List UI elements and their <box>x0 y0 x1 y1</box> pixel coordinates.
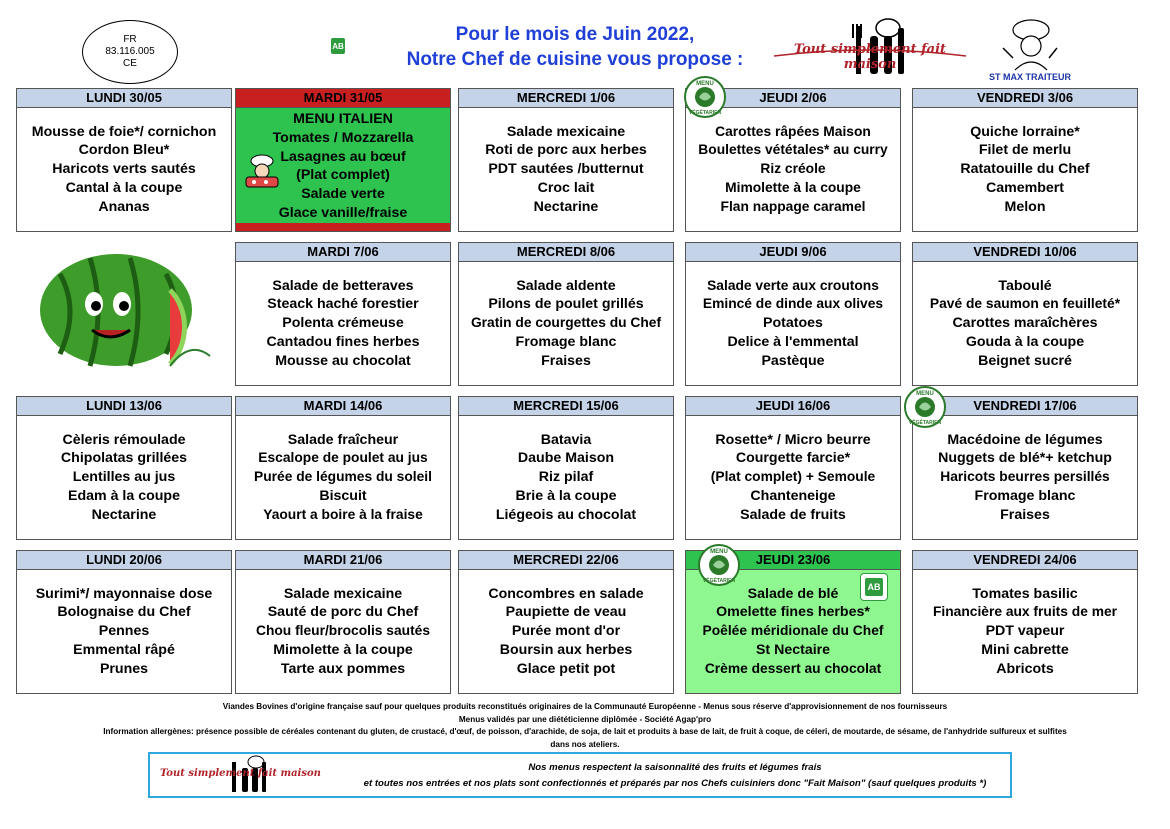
menu-day-cell <box>235 242 451 386</box>
day-header: MARDI 7/06 <box>236 243 450 262</box>
menu-day-cell <box>912 242 1138 386</box>
menu-line: Chanteneige <box>750 487 836 504</box>
menu-line: Abricots <box>996 660 1054 677</box>
menu-line: Daube Maison <box>517 450 615 467</box>
day-header: JEUDI 9/06 <box>686 243 900 262</box>
svg-text:VÉGÉTARIEN: VÉGÉTARIEN <box>702 578 736 584</box>
menu-line: Salade aldente <box>516 277 616 294</box>
menu-day-cell <box>16 396 232 540</box>
menu-day-cell <box>16 88 232 232</box>
menu-line: Fromage blanc <box>515 333 617 350</box>
menu-line: Cèleris rémoulade <box>62 431 186 448</box>
menu-line: Pilons de poulet grillés <box>488 296 644 313</box>
menu-line: PDT sautées /butternut <box>488 161 644 178</box>
menu-line: Tomates / Mozzarella <box>272 129 414 146</box>
day-header: MERCREDI 8/06 <box>459 243 673 262</box>
watermelon-icon <box>20 244 220 384</box>
menu-line: Melon <box>1004 198 1046 215</box>
menu-line: Yaourt a boire à la fraise <box>263 506 423 522</box>
day-header: LUNDI 13/06 <box>17 397 231 416</box>
day-header: VENDREDI 10/06 <box>913 243 1137 262</box>
pizza-chef-icon <box>242 153 282 189</box>
menu-line: Glace petit pot <box>516 660 616 677</box>
menu-line: Salade mexicaine <box>506 123 626 140</box>
menu-line: Roti de porc aux herbes <box>485 142 647 159</box>
menu-line: Lasagnes au bœuf <box>280 148 406 165</box>
menu-line: Rosette* / Micro beurre <box>715 431 871 448</box>
svg-text:VÉGÉTARIEN: VÉGÉTARIEN <box>908 420 942 426</box>
menu-day-cell <box>235 550 451 694</box>
menu-day-cell <box>685 396 901 540</box>
svg-text:VÉGÉTARIEN: VÉGÉTARIEN <box>688 110 722 116</box>
menu-line: Emincé de dinde aux olives <box>702 296 884 312</box>
menu-line: Camembert <box>985 179 1065 196</box>
menu-day-cell <box>458 88 674 232</box>
menu-line: Financière aux fruits de mer <box>932 604 1118 620</box>
menu-line: Sauté de porc du Chef <box>267 604 419 621</box>
menu-line: PDT vapeur <box>985 623 1065 640</box>
ab-organic-icon: AB <box>331 38 345 54</box>
menu-line: Quiche lorraine* <box>970 123 1080 140</box>
menu-line: Salade mexicaine <box>283 585 403 602</box>
menu-line: (Plat complet) <box>296 167 390 184</box>
menu-line: Fraises <box>1000 506 1050 523</box>
menu-line: Escalope de poulet au jus <box>258 450 428 466</box>
menu-line: (Plat complet) + Semoule <box>710 469 876 485</box>
day-header: MARDI 21/06 <box>236 551 450 570</box>
menu-line: Cordon Bleu* <box>78 142 170 159</box>
day-header: MERCREDI 15/06 <box>459 397 673 416</box>
menu-line: Salade de blé <box>747 585 839 602</box>
vegetarian-menu-badge <box>684 76 726 118</box>
day-header: JEUDI 23/06 <box>686 551 900 570</box>
day-header: JEUDI 2/06 <box>686 89 900 108</box>
menu-line: Surimi*/ mayonnaise dose <box>35 585 213 602</box>
day-header: MERCREDI 1/06 <box>459 89 673 108</box>
menu-line: Tomates basilic <box>972 585 1078 602</box>
menu-line: Omelette fines herbes* <box>716 604 870 621</box>
menu-line: Croc lait <box>537 179 595 196</box>
menu-line: Edam à la coupe <box>68 487 180 504</box>
menu-line: Liégeois au chocolat <box>495 506 637 523</box>
menu-line: Paupiette de veau <box>505 604 627 621</box>
vegetarian-menu-badge <box>698 544 740 586</box>
menu-line: Carottes maraîchères <box>952 315 1098 332</box>
menu-line: Steack haché forestier <box>267 296 419 313</box>
day-header: JEUDI 16/06 <box>686 397 900 416</box>
svg-text:MENU: MENU <box>916 391 934 397</box>
certification-stamp: FR 83.116.005 CE <box>82 20 178 84</box>
menu-line: Lentilles au jus <box>72 469 176 486</box>
chef-mascot-icon <box>985 18 1075 72</box>
menu-line: Flan nappage caramel <box>720 198 866 214</box>
menu-line: Biscuit <box>319 487 367 504</box>
menu-line: Glace vanille/fraise <box>278 204 408 221</box>
menu-line: Riz créole <box>760 161 826 177</box>
menu-line: Bolognaise du Chef <box>57 604 191 621</box>
menu-line: Courgette farcie* <box>735 450 851 467</box>
menu-day-cell <box>912 550 1138 694</box>
menu-line: Mimolette à la coupe <box>725 179 861 195</box>
menu-line: Salade verte aux croutons <box>707 277 879 293</box>
day-header: MARDI 14/06 <box>236 397 450 416</box>
menu-day-cell <box>16 550 232 694</box>
menu-day-cell <box>458 550 674 694</box>
menu-line: Fraises <box>541 352 591 369</box>
menu-line: Concombres en salade <box>488 585 644 602</box>
svg-text:MENU: MENU <box>710 549 728 555</box>
menu-line: Nectarine <box>91 506 157 523</box>
menu-line: Filet de merlu <box>978 142 1072 159</box>
vegetarian-leaf-icon <box>698 544 740 586</box>
menu-day-cell <box>458 396 674 540</box>
menu-line: Crème dessert au chocolat <box>704 660 882 676</box>
menu-line: Salade de fruits <box>740 506 846 523</box>
menu-day-cell-italian <box>235 88 451 232</box>
menu-day-cell <box>458 242 674 386</box>
menu-line: Boulettes vététales* au curry <box>698 142 888 158</box>
menu-line: Pennes <box>98 623 150 640</box>
menu-line: Purée de légumes du soleil <box>254 469 432 485</box>
menu-line: Chipolatas grillées <box>60 450 188 467</box>
menu-line: Beignet sucré <box>978 352 1072 369</box>
fait-maison-notice: Tout simplement fait maison Nos menus respectent la saisonnalité des fruits et légumes frais et toutes nos entrées et nos plats sont confectionnés et préparés par nos Chefs cuisiniers donc "Fait Maison" (sauf quelques produits *) <box>148 752 1012 798</box>
footnote-allergens: Information allergènes: présence possible de céréales contenant du gluten, de crustacé, d'œuf, de poisson, d'arachide, de soja, de lait et produits à base de lait, de fruit à coque, de céleri, de moutarde, de sésame, de l'anhydride sulfureux et sulfites <box>103 727 1067 736</box>
menu-line: Mousse au chocolat <box>275 352 411 369</box>
day-header: VENDREDI 3/06 <box>913 89 1137 108</box>
menu-line: Pavé de saumon en feuilleté* <box>929 296 1121 312</box>
vegetarian-leaf-icon <box>684 76 726 118</box>
menu-line: Salade fraîcheur <box>287 431 399 448</box>
menu-line: Cantadou fines herbes <box>266 333 420 350</box>
menu-line: Delice à l'emmental <box>727 333 859 350</box>
menu-line: Potatoes <box>763 315 823 332</box>
day-header: LUNDI 20/06 <box>17 551 231 570</box>
menu-line: Poêlée méridionale du Chef <box>702 623 884 639</box>
day-header: LUNDI 30/05 <box>17 89 231 108</box>
menu-line: Emmental râpé <box>73 641 175 658</box>
menu-line: Mimolette à la coupe <box>273 641 413 658</box>
traiteur-logo: ST MAX TRAITEUR <box>985 18 1075 82</box>
vegetarian-menu-badge <box>904 386 946 428</box>
menu-line: Taboulé <box>998 277 1052 294</box>
day-header: VENDREDI 17/06 <box>913 397 1137 416</box>
menu-line: Haricots beurres persillés <box>940 469 1110 485</box>
ab-organic-badge: AB <box>860 573 888 601</box>
menu-line: Brie à la coupe <box>515 487 617 504</box>
menu-line: St Nectaire <box>755 641 831 658</box>
menu-line: Gouda à la coupe <box>965 333 1085 350</box>
footnote-dietitian: Menus validés par une diététicienne diplômée - Société Agap'pro <box>458 715 712 724</box>
footnote-allergens-end: dans nos ateliers. <box>550 740 620 749</box>
menu-line: Ratatouille du Chef <box>960 161 1090 178</box>
page-title: Pour le mois de Juin 2022, Notre Chef de cuisine vous propose : <box>406 24 744 70</box>
menu-line: Salade de betteraves <box>272 277 414 294</box>
vegetarian-leaf-icon <box>904 386 946 428</box>
menu-line: Nuggets de blé*+ ketchup <box>938 450 1112 467</box>
menu-line: Mousse de foie*/ cornichon <box>31 123 217 140</box>
day-header: MARDI 31/05 <box>236 89 450 108</box>
menu-line: Ananas <box>98 198 150 215</box>
menu-line: Pastèque <box>761 352 825 369</box>
footnote-origin: Viandes Bovines d'origine française sauf pour quelques produits reconstitués originaires de la Communauté Européenne - Menus sous réserve d'approvisionnement de nos fournisseurs <box>222 702 948 711</box>
menu-line: Cantal à la coupe <box>65 179 183 196</box>
menu-line: Chou fleur/brocolis sautés <box>255 623 431 639</box>
menu-line: Polenta crémeuse <box>282 315 404 332</box>
menu-day-cell <box>235 396 451 540</box>
menu-line: Fromage blanc <box>974 487 1076 504</box>
chef-logo: Tout simplement fait maison <box>770 14 970 80</box>
menu-line: Riz pilaf <box>538 469 594 486</box>
day-header: MERCREDI 22/06 <box>459 551 673 570</box>
menu-day-cell <box>912 88 1138 232</box>
menu-line: Tarte aux pommes <box>280 660 406 677</box>
menu-line: Prunes <box>99 660 149 677</box>
menu-line: Macédoine de légumes <box>947 431 1103 448</box>
menu-line: Salade verte <box>301 186 385 203</box>
menu-line: Mini cabrette <box>981 641 1069 658</box>
menu-line: Nectarine <box>533 198 599 215</box>
menu-line: MENU ITALIEN <box>293 111 393 127</box>
menu-line: Gratin de courgettes du Chef <box>470 315 662 331</box>
menu-day-cell <box>685 242 901 386</box>
svg-text:MENU: MENU <box>696 81 714 87</box>
menu-line: Purée mont d'or <box>511 623 621 640</box>
menu-line: Haricots verts sautés <box>52 161 196 178</box>
menu-line: Boursin aux herbes <box>499 641 633 658</box>
menu-line: Batavia <box>540 431 592 448</box>
menu-line: Carottes râpées Maison <box>715 123 871 139</box>
day-header: VENDREDI 24/06 <box>913 551 1137 570</box>
